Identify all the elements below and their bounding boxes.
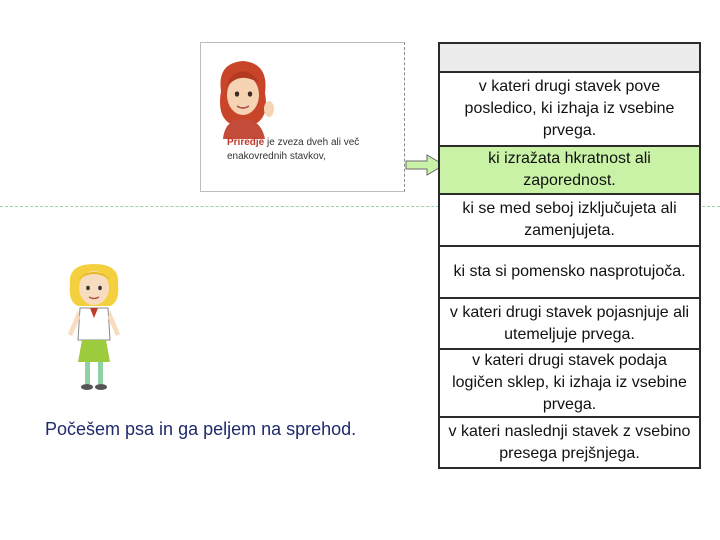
option-item[interactable]: v kateri naslednji stavek z vsebino presega prejšnjega. xyxy=(448,422,691,462)
teacher-icon xyxy=(209,57,279,139)
student-girl-icon xyxy=(58,262,130,394)
option-item[interactable]: v kateri drugi stavek pojasnjuje ali utemeljuje prvega. xyxy=(440,299,699,350)
option-item[interactable]: ki sta si pomensko nasprotujoča. xyxy=(440,247,699,299)
intro-card xyxy=(200,42,405,192)
options-panel-header xyxy=(440,44,699,73)
intro-term: Priredje xyxy=(227,137,265,148)
intro-definition: je zveza dveh ali več enakovrednih stavkov, xyxy=(227,137,360,162)
intro-text xyxy=(227,136,402,164)
option-item[interactable]: v kateri drugi stavek podaja logičen sklep, ki izhaja iz vsebine prvega. xyxy=(440,350,699,418)
option-item[interactable]: ki se med seboj izključujeta ali zamenjujeta. xyxy=(440,195,699,247)
options-panel xyxy=(438,42,701,469)
option-item[interactable]: v kateri drugi stavek pove posledico, ki izhaja iz vsebine prvega. xyxy=(440,73,699,147)
example-sentence: Počešem psa in ga peljem na sprehod. xyxy=(45,419,357,439)
option-item[interactable]: ki izražata hkratnost ali zaporednost. xyxy=(440,147,699,195)
